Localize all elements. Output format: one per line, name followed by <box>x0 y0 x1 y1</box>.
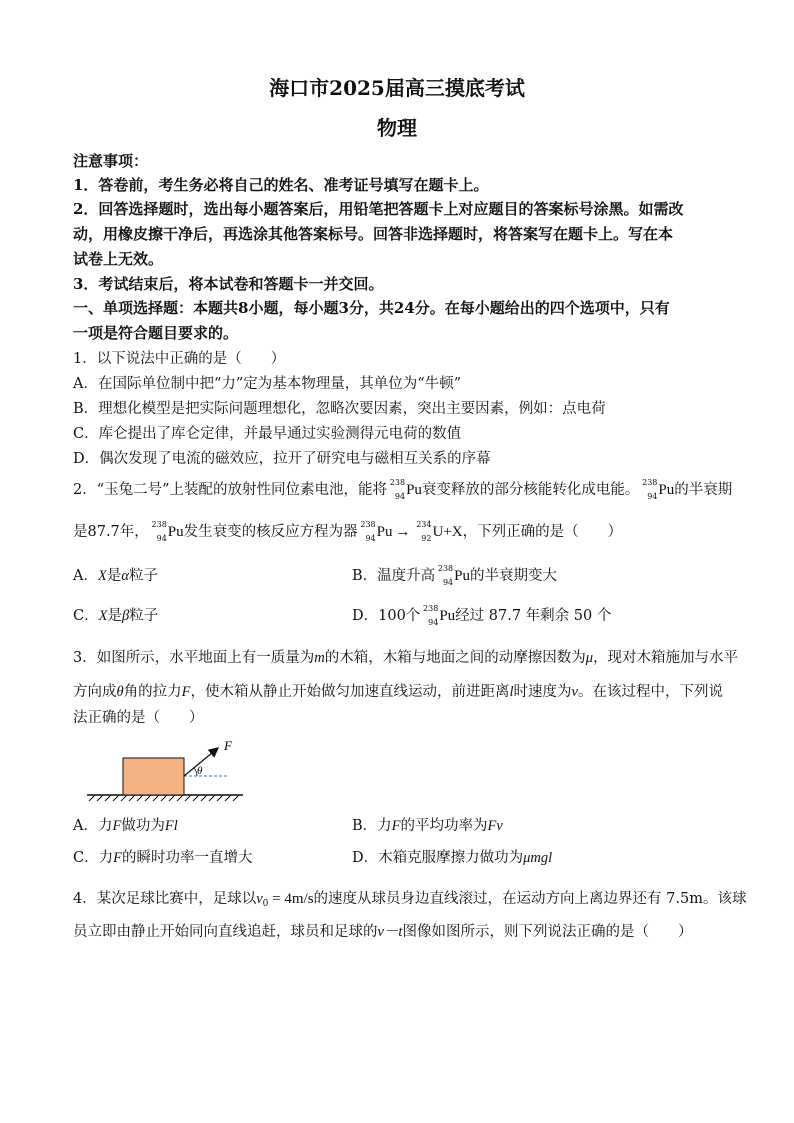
u-nuclide-notation: 234 92 <box>416 520 432 543</box>
q3-option-a: A．力F做功为Fl <box>73 818 178 834</box>
q2-option-d: D．100个 238 94 Pu经过 87.7 年剩余 50 个 <box>352 604 612 627</box>
pu-nuclide-notation: 238 94 <box>360 520 376 543</box>
q2-option-a: A．X是α粒子 <box>73 568 158 584</box>
q3-stem-line-2: 方向成θ角的拉力F，使木箱从静止开始做匀加速直线运动，前进距离l时速度为v。在该过程中，下列说 <box>73 684 723 700</box>
q1-stem: 1．以下说法中正确的是（ ） <box>73 351 286 367</box>
ground-hatching <box>89 795 239 801</box>
pu-nuclide-notation: 238 94 <box>389 478 406 501</box>
exam-title: 海口市2025届高三摸底考试 <box>269 76 525 100</box>
q3-option-b: B．力F的平均功率为Fv <box>352 818 503 834</box>
q3-stem-line-1: 3．如图所示，水平地面上有一质量为m的木箱，木箱与地面之间的动摩擦因数为μ，现对木箱施加与水平 <box>73 650 738 666</box>
q1-option-d: D．偶次发现了电流的磁效应，拉开了研究电与磁相互关系的序幕 <box>73 451 491 467</box>
angle-label: θ <box>197 765 203 777</box>
q3-option-d: D．木箱克服摩擦力做功为μmgl <box>352 850 553 866</box>
note-item-1: 1．答卷前，考生务必将自己的姓名、准考证号填写在题卡上。 <box>73 176 489 194</box>
q3-option-c: C．力F的瞬时功率一直增大 <box>73 850 253 866</box>
section-heading-line-2: 一项是符合题目要求的。 <box>73 324 239 342</box>
pu-nuclide-notation: 238 94 <box>642 478 658 501</box>
q1-option-b: B．理想化模型是把实际问题理想化，忽略次要因素，突出主要因素，例如：点电荷 <box>73 401 606 417</box>
q1-option-a: A．在国际单位制中把“力”定为基本物理量，其单位为“牛顿” <box>73 376 462 392</box>
notes-heading: 注意事项： <box>73 152 149 170</box>
q4-stem-line-2: 员立即由静止开始同向直线追赶，球员和足球的v－t图像如图所示，则下列说法正确的是（ ） <box>73 924 693 940</box>
q2-option-b: B．温度升高 238 94 Pu的半衰期变大 <box>352 564 557 587</box>
note-item-2-line-3: 试卷上无效。 <box>73 250 164 268</box>
pu-nuclide-notation: 238 94 <box>437 564 454 587</box>
subject-title: 物理 <box>377 116 417 140</box>
q4-stem-line-1: 4．某次足球比赛中，足球以$v_0 = 4m/s$的速度从球员身边直线滚过，在运动方向上离边界还有 7.5m。该球 <box>73 891 747 909</box>
q1-option-c: C．库仑提出了库仑定律，并最早通过实验测得元电荷的数值 <box>73 426 462 442</box>
pu-nuclide-notation: 238 94 <box>423 604 439 627</box>
q2-stem-line-2: 是87.7年， 238 94 Pu发生衰变的核反应方程为器 238 94 Pu → 234 92 U+X，下列正确的是（ ） <box>73 520 623 543</box>
q2-stem-line-1: 2．“玉兔二号”上装配的放射性同位素电池，能将 238 94 Pu衰变释放的部分核能转化成电能。 238 94 Pu的半衰期 <box>73 478 733 501</box>
note-item-2-line-1: 2．回答选择题时，选出每小题答案后，用铅笔把答题卡上对应题目的答案标号涂黑。如需改 <box>73 200 684 218</box>
wooden-crate <box>123 758 184 795</box>
section-heading-line-1: 一、单项选择题：本题共8小题，每小题3分，共24分。在每小题给出的四个选项中，只有 <box>73 299 670 317</box>
q2-option-c: C．X是β粒子 <box>73 608 159 624</box>
q3-stem-line-3: 法正确的是（ ） <box>73 710 204 726</box>
crate-force-diagram <box>85 738 255 804</box>
force-label: F <box>224 738 232 753</box>
note-item-3: 3．考试结束后，将本试卷和答题卡一并交回。 <box>73 275 384 293</box>
pu-nuclide-notation: 238 94 <box>151 520 167 543</box>
note-item-2-line-2: 动，用橡皮擦干净后，再选涂其他答案标号。回答非选择题时，将答案写在题卡上。写在本 <box>73 225 674 243</box>
